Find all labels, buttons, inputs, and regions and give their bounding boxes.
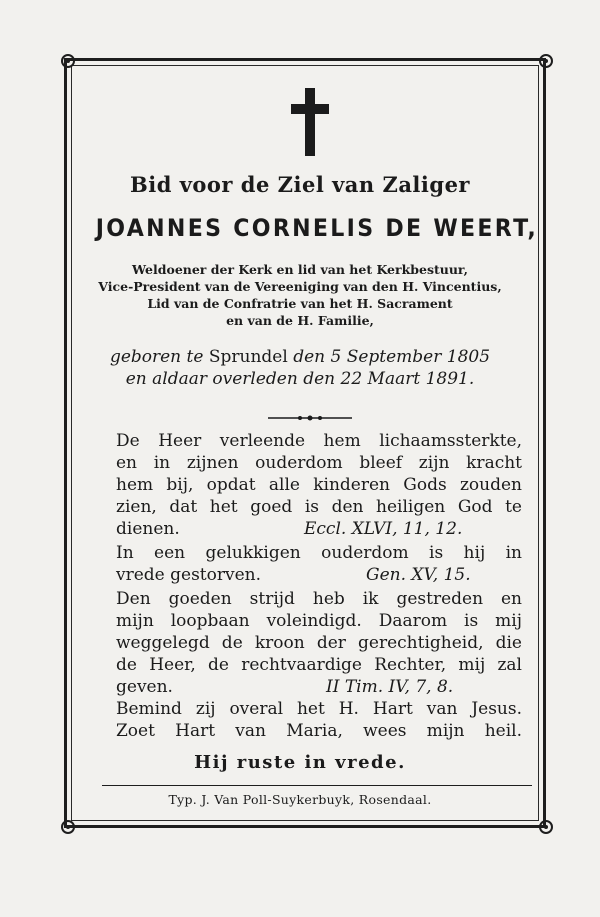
- birth-place: Sprundel: [208, 347, 288, 367]
- text-line: weggelegd de kroon der gerechtigheid, die: [116, 633, 522, 653]
- scripture-reference: Gen. XV, 15.: [366, 565, 471, 585]
- corner-ornament-icon: [60, 819, 76, 835]
- birth-line: [78, 346, 522, 368]
- function-line: Weldoener der Kerk en lid van het Kerkbestuur,: [132, 262, 468, 277]
- death-line: [78, 368, 522, 390]
- corner-ornament-icon: [538, 53, 554, 69]
- scripture-reference: Eccl. XLVI, 11, 12.: [304, 519, 463, 539]
- death-date: den 22 Maart 1891.: [303, 369, 475, 389]
- function-line: en van de H. Familie,: [226, 313, 374, 328]
- function-line: Vice-President van de Vereeniging van den H. Vincentius,: [98, 279, 502, 294]
- text-line: hem bij, opdat alle kinderen Gods zouden: [116, 475, 522, 495]
- born-word: geboren te: [109, 347, 204, 367]
- text-line: zien, dat het goed is den heiligen God te: [116, 497, 522, 517]
- ornamental-divider: [268, 407, 352, 415]
- prayer-heading: Bid voor de Ziel van Zaliger: [129, 172, 470, 197]
- text-line: geven.: [116, 677, 173, 697]
- text-line: De Heer verleende hem lichaamssterkte,: [116, 431, 522, 451]
- deceased-name: JOANNES CORNELIS DE WEERT,: [95, 214, 539, 242]
- text-line: Den goeden strijd heb ik gestreden en: [116, 589, 522, 609]
- text-line: de Heer, de rechtvaardige Rechter, mij zal: [116, 655, 522, 675]
- corner-ornament-icon: [60, 53, 76, 69]
- text-line: dienen.: [116, 519, 180, 539]
- text-line: mijn loopbaan voleindigd. Daarom is mij: [116, 611, 522, 631]
- text-line: vrede gestorven.: [116, 565, 262, 585]
- corner-ornament-icon: [538, 819, 554, 835]
- closing-line: Hij ruste in vrede.: [194, 752, 406, 773]
- scripture-reference: II Tim. IV, 7, 8.: [326, 677, 454, 697]
- text-line: In een gelukkigen ouderdom is hij in: [116, 543, 522, 563]
- printer-credit: Typ. J. Van Poll-Suykerbuyk, Rosendaal.: [168, 792, 432, 807]
- birth-date: den 5 September 1805: [293, 347, 491, 367]
- footer-rule: [102, 785, 532, 786]
- text-line: Zoet Hart van Maria, wees mijn heil.: [116, 721, 522, 741]
- function-line: Lid van de Confratrie van het H. Sacrament: [147, 296, 453, 311]
- latin-cross-icon: [289, 86, 331, 158]
- text-line: Bemind zij overal het H. Hart van Jesus.: [116, 699, 522, 719]
- text-line: en in zijnen ouderdom bleef zijn kracht: [116, 453, 522, 473]
- death-intro: en aldaar overleden: [125, 369, 298, 389]
